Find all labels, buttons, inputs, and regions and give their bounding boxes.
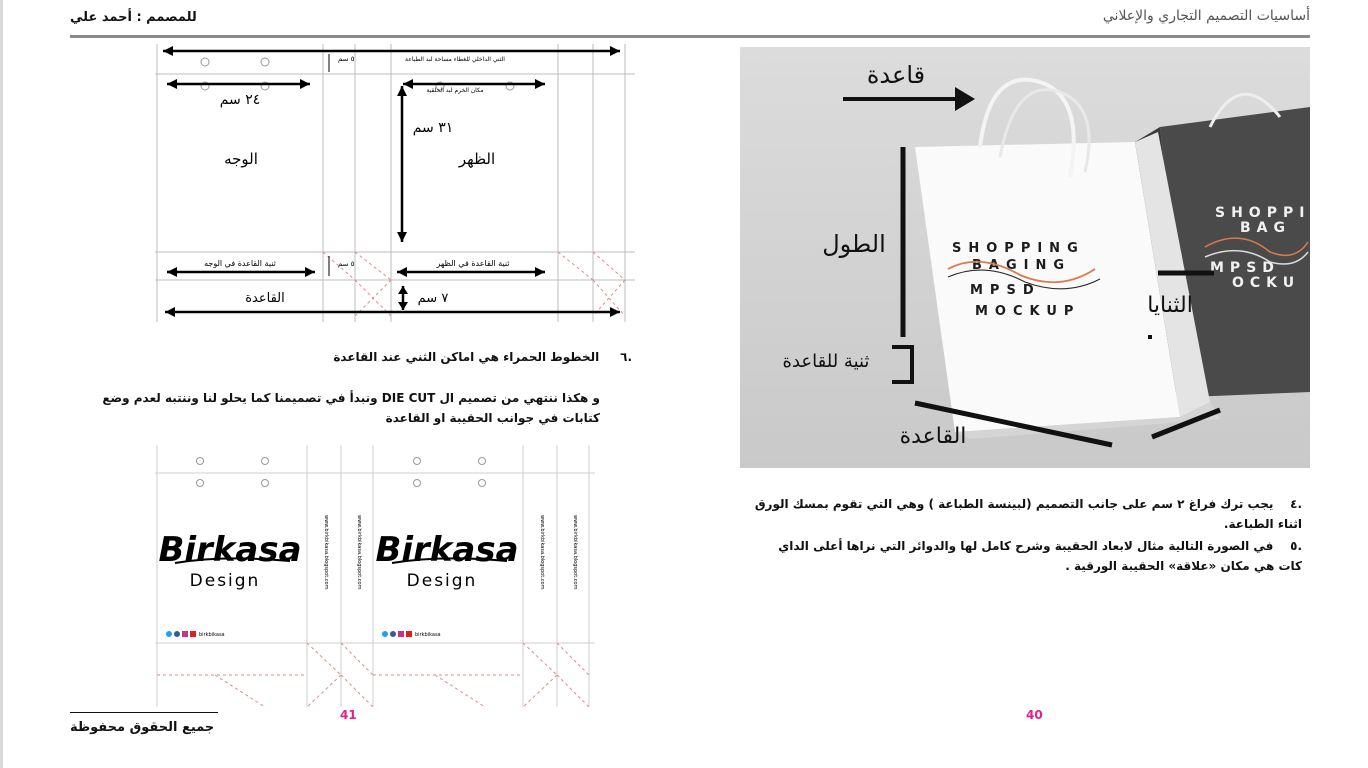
dim-31: ٣١ سم (412, 120, 454, 136)
label-fold-face: ثنية القاعدة في الوجه (204, 259, 276, 268)
dark-bag-row4: OCKU (1232, 275, 1301, 291)
label-base: القاعدة (245, 291, 285, 306)
url-vertical-3: www.birkbikasa.blogspot.com (539, 515, 545, 590)
bag-row1: SHOPPING (952, 241, 1085, 256)
top-note: الثني الداخلي للغطاء مساحة لبد الطباعة (405, 56, 505, 63)
step-4-text: يجب ترك فراغ ٢ سم على جانب التصميم (لبينسة الطباعة ) وهي التي تقوم بمسك الورق اثناء الطباعة. (754, 497, 1302, 531)
label-length: الطول (822, 230, 886, 258)
step-4-number: .٤ (1290, 497, 1302, 511)
printed-diecut-preview (155, 445, 595, 707)
url-vertical-4: www.birkbikasa.blogspot.com (572, 515, 578, 590)
bag-row4: MOCKUP (975, 304, 1081, 319)
step-4 (752, 494, 1302, 534)
book-title: أساسيات التصميم التجاري والإعلاني (1102, 8, 1310, 24)
page-edge (0, 0, 3, 768)
dim-7: ٧ سم (417, 291, 449, 306)
dark-bag-row2: BAG (1240, 220, 1291, 236)
label-folds: الثنايا (1147, 293, 1193, 318)
closing-paragraph: و هكذا ننتهي من تصميم ال DIE CUT ونبدأ في تصميمنا كما يحلو لنا وننتبه لعدم وضع كتابات في جوانب الحقيبة او القاعدة (102, 391, 600, 425)
copyright-notice: جميع الحقوق محفوظة (70, 720, 215, 735)
url-vertical-2: www.birkbikasa.blogspot.com (356, 515, 362, 590)
step-6-text: الخطوط الحمراء هي اماكن الثني عند القاعدة (333, 350, 600, 364)
label-base-top: قاعدة (866, 61, 926, 89)
label-fold-back: ثنية القاعدة في الظهر (436, 259, 510, 268)
logo-design-right: Design (406, 571, 478, 591)
label-face: الوجه (224, 150, 258, 168)
footer-rule (70, 712, 218, 713)
url-vertical-1: www.birkbikasa.blogspot.com (323, 515, 329, 590)
dark-bag-row3: MPSD (1210, 260, 1280, 276)
bag-row3: MPSD (970, 283, 1041, 298)
header-rule (70, 35, 1310, 38)
page-number-right: 40 (1026, 708, 1043, 722)
step-6-number: .٦ (620, 350, 632, 364)
social-handle-left: birkbikasa (199, 632, 225, 638)
label-base-bottom: القاعدة (899, 424, 967, 449)
label-base-fold: ثنية للقاعدة (782, 351, 870, 372)
dim-24: ٢٤ سم (219, 92, 261, 108)
dim-5-top: ٥ سم (338, 55, 355, 63)
hole-note: مكان الخرم لبد الحلقية (426, 87, 484, 94)
logo-design-left: Design (189, 571, 261, 591)
dim-5-bottom: ٥ سم (338, 260, 355, 268)
diecut-dimension-diagram (155, 44, 635, 322)
bag-row2: BAGING (972, 258, 1072, 273)
shopping-bag-mockup (740, 47, 1310, 468)
label-back: الظهر (458, 150, 496, 168)
page-number-left: 41 (340, 708, 357, 722)
step-5-number: .٥ (1290, 539, 1302, 553)
step-6 (332, 347, 632, 367)
social-handle-right: birkbikasa (415, 632, 441, 638)
dark-bag-row1: SHOPPI (1215, 205, 1310, 221)
step-5 (752, 536, 1302, 576)
designer-credit: للمصمم : أحمد علي (70, 10, 197, 25)
step-5-text: في الصورة التالية مثال لابعاد الحقيبة وشرح كامل لها والدوائر التي نراها أعلى الداي كات هي مكان «علاقة» الحقيبة الورقية . (778, 539, 1302, 573)
logo-script-right: Birkasa (375, 530, 519, 570)
logo-script-left: Birkasa (158, 530, 302, 570)
